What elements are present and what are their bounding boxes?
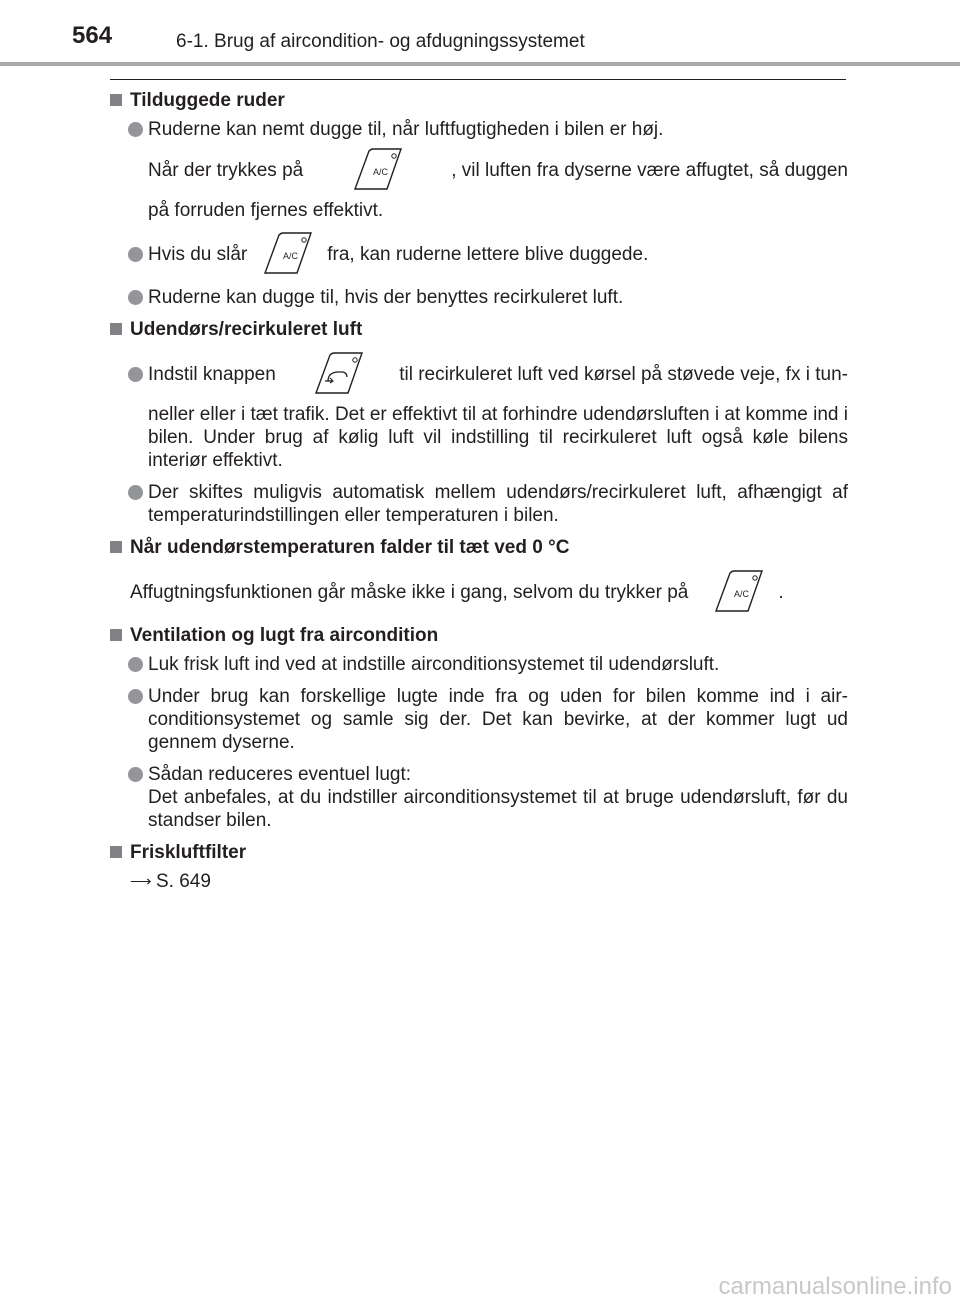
reference-text[interactable]: S. 649: [156, 871, 211, 892]
round-bullet-icon: [128, 657, 143, 672]
svg-text:A/C: A/C: [734, 589, 750, 599]
section-title-text: Ventilation og lugt fra aircondition: [130, 625, 439, 646]
round-bullet-icon: [128, 689, 143, 704]
item-text: til recirkuleret luft ved kørsel på støvede veje, fx i tun-: [399, 363, 848, 385]
item-text: Under brug kan forskellige lugte inde fra og uden for bilen komme ind i air-conditionsystemet og samle sig der. Det kan bevirke, at der kommer lugt ud gennem dyserne.: [148, 686, 848, 753]
content-divider: [110, 79, 846, 80]
paragraph: [110, 569, 848, 615]
ac-button-icon: [349, 147, 405, 193]
item-text: Ruderne kan nemt dugge til, når luftfugtigheden i bilen er høj.: [148, 119, 664, 140]
paragraph-text: Affugtningsfunktionen går måske ikke i gang, selvom du trykker på: [130, 581, 689, 603]
section-fresh-air-filter: [110, 841, 848, 893]
list-item: [110, 653, 848, 676]
section-outside-recirculated-air: [110, 318, 848, 527]
item-text: Når der trykkes på: [148, 159, 304, 181]
round-bullet-icon: [128, 247, 143, 262]
list-item: [110, 231, 848, 277]
section-title-text: Tilduggede ruder: [130, 90, 285, 111]
svg-text:A/C: A/C: [283, 251, 299, 261]
section-title: [110, 536, 848, 559]
round-bullet-icon: [128, 485, 143, 500]
item-text: Der skiftes muligvis automatisk mellem udendørs/recirkuleret luft, afhængigt af temperaturindstillingen eller temperaturen i bilen.: [148, 482, 848, 526]
section-title: [110, 624, 848, 647]
item-line: [148, 147, 848, 193]
round-bullet-icon: [128, 367, 143, 382]
header-rule: [0, 62, 960, 66]
list-item: [110, 286, 848, 309]
ac-button-icon: [259, 231, 315, 277]
list-item: [110, 481, 848, 527]
item-line: [148, 351, 848, 397]
square-bullet-icon: [110, 94, 122, 106]
watermark: carmanualsonline.info: [718, 1273, 952, 1300]
section-title-text: Friskluftfilter: [130, 842, 247, 863]
square-bullet-icon: [110, 629, 122, 641]
square-bullet-icon: [110, 846, 122, 858]
recirculation-button-icon: [310, 351, 366, 397]
svg-text:A/C: A/C: [373, 167, 389, 177]
item-text: Sådan reduceres eventuel lugt:: [148, 764, 412, 785]
arrow-right-icon: ⟶: [130, 873, 152, 890]
section-ventilation-odor: [110, 624, 848, 832]
square-bullet-icon: [110, 323, 122, 335]
section-near-zero-temperature: [110, 536, 848, 615]
page-header: [0, 0, 960, 70]
chapter-title: 6-1. Brug af aircondition- og afdugningssystemet: [176, 31, 585, 52]
square-bullet-icon: [110, 541, 122, 553]
item-text: fra, kan ruderne lettere blive duggede.: [327, 243, 649, 265]
section-title: [110, 89, 848, 112]
round-bullet-icon: [128, 290, 143, 305]
page-reference[interactable]: [110, 870, 848, 893]
page-content: [110, 89, 848, 902]
list-item: [110, 685, 848, 754]
paragraph-text: .: [778, 581, 784, 603]
page-number: 564: [72, 22, 113, 49]
section-title: [110, 841, 848, 864]
section-title: [110, 318, 848, 341]
item-text: Det anbefales, at du indstiller airconditionsystemet til at bruge udendørsluft, før du standser bilen.: [148, 787, 848, 831]
item-text: Luk frisk luft ind ved at indstille airconditionsystemet til udendørsluft.: [148, 654, 720, 675]
item-text: , vil luften fra dyserne være affugtet, så duggen: [451, 159, 848, 181]
round-bullet-icon: [128, 767, 143, 782]
item-text: Ruderne kan dugge til, hvis der benyttes recirkuleret luft.: [148, 287, 624, 308]
list-item: [110, 118, 848, 222]
section-title-text: Udendørs/recirkuleret luft: [130, 319, 363, 340]
item-text: neller eller i tæt trafik. Det er effektivt til at forhindre udendørsluften i at komme ind i bilen. Under brug af kølig luft vil indstilling til recirkuleret luft også køle bilens interiør effektivt.: [148, 404, 848, 471]
section-fogged-windows: [110, 89, 848, 309]
item-line: [148, 231, 848, 277]
round-bullet-icon: [128, 122, 143, 137]
list-item: [110, 351, 848, 472]
section-title-text: Når udendørstemperaturen falder til tæt ved 0 °C: [130, 537, 570, 558]
item-text: Hvis du slår: [148, 243, 248, 265]
list-item: [110, 763, 848, 832]
item-text: på forruden fjernes effektivt.: [148, 200, 384, 221]
ac-button-icon: [710, 569, 766, 615]
item-text: Indstil knappen: [148, 363, 276, 385]
